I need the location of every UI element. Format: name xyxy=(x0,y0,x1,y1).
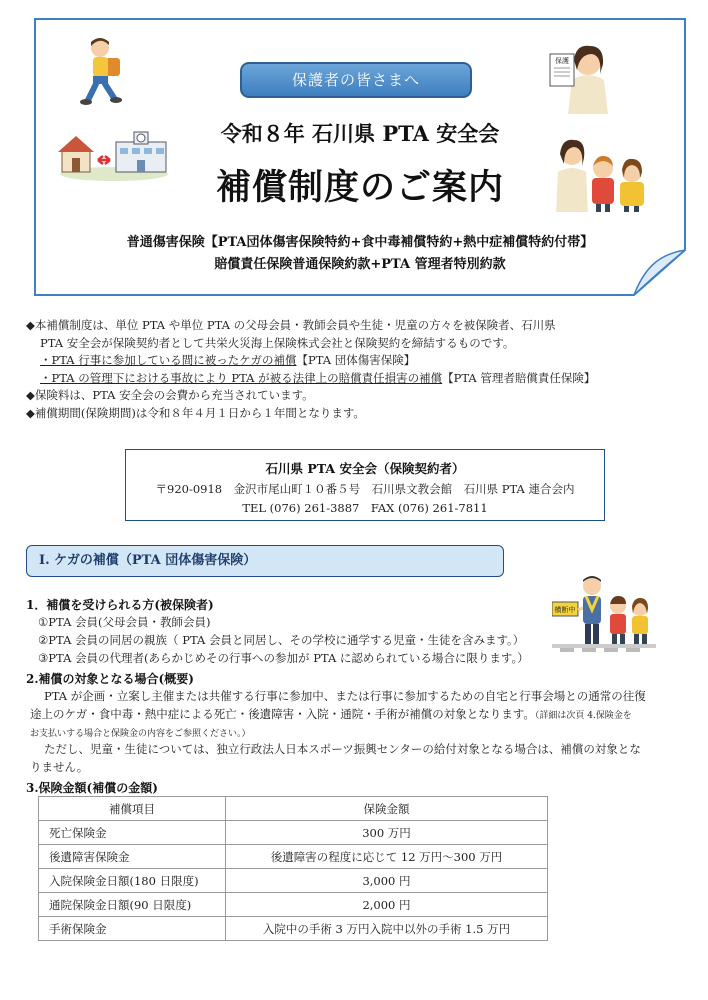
intro-bullet-1-line-1: ◆本補償制度は、単位 PTA や単位 PTA の父母会員・教師会員や生徒・児童の方々を被保険者、石川県 xyxy=(26,318,556,332)
insured-item-3: ③PTA 会員の代理者(あらかじめその行事への参加が PTA に認められている場合に限ります。） xyxy=(38,651,529,665)
header-org-line: 令和８年 石川県 PTA 安全会 xyxy=(220,121,500,146)
benefit-item-hospital: 入院保険金日額(180 日限度) xyxy=(39,869,226,893)
contact-address: 〒920-0918 金沢市尾山町１０番５号 石川県文教会館 石川県 PTA 連合会内 xyxy=(155,482,575,496)
benefit-amount-death: 300 万円 xyxy=(226,821,548,845)
benefit-col-item-header: 補償項目 xyxy=(39,797,226,821)
insured-item-1: ①PTA 会員(父母会員・教師会員) xyxy=(38,615,211,629)
benefit-item-disability: 後遺障害保険金 xyxy=(39,845,226,869)
benefit-amount-hospital: 3,000 円 xyxy=(226,869,548,893)
intro-bullet-premium: ◆保険料は、PTA 安全会の会費から充当されています。 xyxy=(26,388,314,402)
coverage-paragraph-2 xyxy=(30,740,682,776)
walking-child-illustration xyxy=(74,36,134,108)
insurance-subtitle-2: 賠償責任保険普通保険約款+PTA 管理者特別約款 xyxy=(214,257,506,272)
benefit-col-amount-header: 保険金額 xyxy=(226,797,548,821)
intro-sub-item-liability xyxy=(26,370,686,388)
intro-sub-item-injury-text: ・PTA 行事に参加している間に被ったケガの補償 xyxy=(40,353,297,367)
coverage-p1-line-2-text: 途上のケガ・食中毒・熱中症による死亡・後遺障害・入院・通院・手術が補償の対象となります。 xyxy=(30,707,535,721)
contact-name: 石川県 PTA 安全会（保険契約者） xyxy=(265,461,465,476)
section-header-injury: Ⅰ. ケガの補償（PTA 団体傷害保険） xyxy=(26,545,504,577)
contact-phone: TEL (076) 261-3887 FAX (076) 261-7811 xyxy=(242,501,488,515)
coverage-p1-line-2 xyxy=(30,705,682,725)
intro-sub-item-injury-tag: 【PTA 団体傷害保険】 xyxy=(296,353,416,367)
parent-with-leaflet-illustration xyxy=(548,40,618,114)
crossing-guard-illustration xyxy=(552,574,656,656)
coverage-p1-note-1: （詳細は次頁 4.保険金を xyxy=(534,711,632,721)
intro-bullets xyxy=(26,317,686,422)
coverage-paragraph-1 xyxy=(30,687,682,743)
audience-badge: 保護者の皆さまへ xyxy=(240,62,472,98)
coverage-p1-line-1: PTA が企画・立案し主催または共催する行事に参加中、または行事に参加するための自宅と行事会場との通常の往復 xyxy=(44,689,646,703)
heading-benefit-amounts: 3.保険金額(補償の金額) xyxy=(26,781,158,795)
benefit-item-outpatient: 通院保険金日額(90 日限度) xyxy=(39,893,226,917)
table-row xyxy=(39,845,548,869)
benefit-amount-surgery: 入院中の手術 3 万円入院中以外の手術 1.5 万円 xyxy=(226,917,548,941)
table-row xyxy=(39,893,548,917)
table-row xyxy=(39,869,548,893)
contact-box xyxy=(125,449,605,521)
page-title: 補償制度のご案内 xyxy=(215,167,504,208)
insurance-subtitle-1: 普通傷害保険【PTA団体傷害保険特約+食中毒補償特約+熱中症補償特約付帯】 xyxy=(126,235,594,250)
intro-sub-item-liability-text: ・PTA の管理下における事故により PTA が被る法律上の賠償責任損害の補償 xyxy=(40,370,443,385)
table-row xyxy=(39,821,548,845)
intro-sub-item-injury xyxy=(26,352,686,370)
benefit-item-surgery: 手術保険金 xyxy=(39,917,226,941)
coverage-p2-line-2: りません。 xyxy=(30,760,89,774)
benefit-table-header-row xyxy=(39,797,548,821)
intro-bullet-1-line-2: PTA 安全会が保険契約者として共栄火災海上保険株式会社と保険契約を締結するものです。 xyxy=(40,335,515,350)
crossing-sign-text: 横断中 xyxy=(554,606,576,614)
leaflet-sign-text: 保護 xyxy=(555,57,569,65)
benefit-amount-disability: 後遺障害の程度に応じて 12 万円～300 万円 xyxy=(226,845,548,869)
benefit-amount-outpatient: 2,000 円 xyxy=(226,893,548,917)
intro-bullet-period: ◆補償期間(保険期間)は令和８年４月１日から１年間となります。 xyxy=(26,405,365,420)
intro-sub-item-liability-tag: 【PTA 管理者賠償責任保険】 xyxy=(442,370,596,385)
benefit-table xyxy=(38,796,548,941)
coverage-p2-line-1: ただし、児童・生徒については、独立行政法人日本スポーツ振興センターの給付対象となる場合は、補償の対象とな xyxy=(44,742,641,756)
house-to-school-illustration xyxy=(58,122,170,182)
coverage-p1-note-2: お支払いする場合と保険金の内容をご参照ください。） xyxy=(30,729,251,739)
parent-and-children-illustration xyxy=(556,128,652,212)
benefit-item-death: 死亡保険金 xyxy=(39,821,226,845)
heading-insured-persons: 1．補償を受けられる方(被保険者) xyxy=(26,598,214,612)
heading-coverage-cases: 2.補償の対象となる場合(概要) xyxy=(26,672,194,686)
table-row xyxy=(39,917,548,941)
insured-item-2: ②PTA 会員の同居の親族（ PTA 会員と同居し、その学校に通学する児童・生徒を含みます。） xyxy=(38,633,525,647)
